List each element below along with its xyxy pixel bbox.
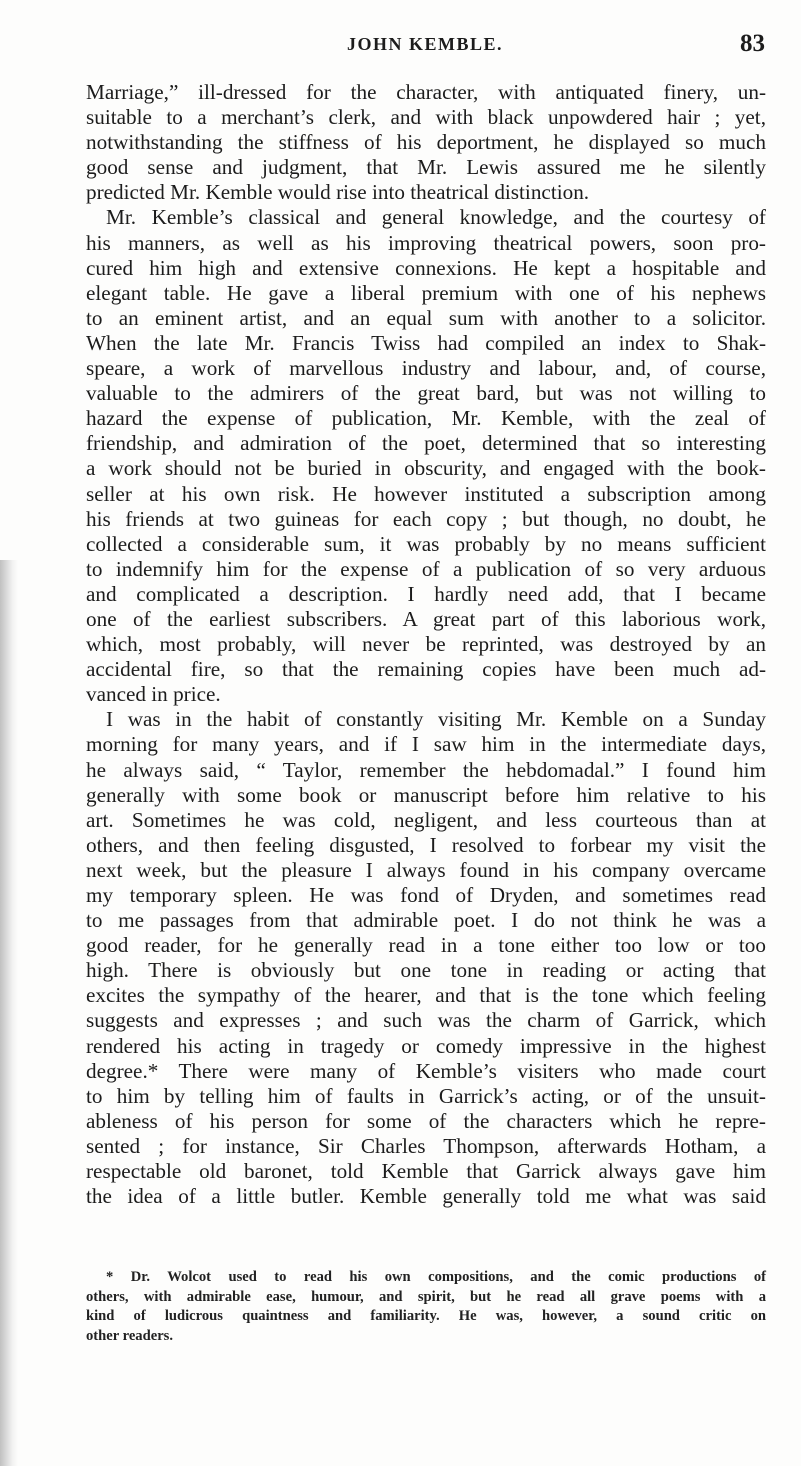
text-line: which, most probably, will never be reprinted, was destroyed by an bbox=[86, 632, 766, 657]
page-number: 83 bbox=[740, 30, 765, 57]
text-line: I was in the habit of constantly visiting Mr. Kemble on a Sunday bbox=[106, 707, 766, 732]
text-line: friendship, and admiration of the poet, determined that so interesting bbox=[86, 431, 766, 456]
text-line: vanced in price. bbox=[86, 682, 221, 707]
footnote-line: other readers. bbox=[86, 1327, 173, 1344]
text-line: others, and then feeling disgusted, I resolved to forbear my visit the bbox=[86, 832, 766, 857]
text-line: high. There is obviously but one tone in reading or acting that bbox=[86, 958, 766, 983]
text-line: his manners, as well as his improving theatrical powers, soon pro- bbox=[86, 230, 766, 255]
text-line: predicted Mr. Kemble would rise into theatrical distinction. bbox=[86, 180, 590, 205]
footnote-line: * Dr. Wolcot used to read his own compositions, and the comic productions of bbox=[106, 1269, 766, 1285]
text-line: rendered his acting in tragedy or comedy impressive in the highest bbox=[86, 1033, 766, 1058]
text-line: seller at his own risk. He however instituted a subscription among bbox=[86, 481, 766, 506]
text-line: art. Sometimes he was cold, negligent, and less courteous than at bbox=[86, 807, 766, 832]
text-line: to him by telling him of faults in Garrick’s acting, or of the unsuit- bbox=[86, 1083, 766, 1108]
binding-shadow bbox=[0, 560, 18, 1466]
text-line: suggests and expresses ; and such was the charm of Garrick, which bbox=[86, 1008, 766, 1033]
text-line: the idea of a little butler. Kemble generally told me what was said bbox=[86, 1184, 766, 1209]
text-line: generally with some book or manuscript before him relative to his bbox=[86, 782, 766, 807]
text-line: a work should not be buried in obscurity, and engaged with the book- bbox=[86, 456, 766, 481]
text-line: ableness of his person for some of the characters which he repre- bbox=[86, 1108, 766, 1133]
running-header bbox=[85, 32, 765, 62]
text-line: he always said, “ Taylor, remember the hebdomadal.” I found him bbox=[86, 757, 766, 782]
body-text bbox=[86, 80, 766, 1209]
text-line: his friends at two guineas for each copy ; but though, no doubt, he bbox=[86, 506, 766, 531]
text-line: respectable old baronet, told Kemble that Garrick always gave him bbox=[86, 1159, 766, 1184]
text-line: speare, a work of marvellous industry and labour, and, of course, bbox=[86, 356, 766, 381]
footnote-line: kind of ludicrous quaintness and familiarity. He was, however, a sound critic on bbox=[86, 1308, 766, 1324]
text-line: my temporary spleen. He was fond of Dryden, and sometimes read bbox=[86, 883, 766, 907]
text-line: good sense and judgment, that Mr. Lewis assured me he silently bbox=[86, 155, 766, 180]
text-line: morning for many years, and if I saw him in the intermediate days, bbox=[86, 732, 766, 757]
text-line: Mr. Kemble’s classical and general knowledge, and the courtesy of bbox=[106, 205, 766, 230]
text-line: Marriage,” ill-dressed for the character, with antiquated finery, un- bbox=[86, 80, 766, 104]
text-line: good reader, for he generally read in a tone either too low or too bbox=[86, 933, 766, 958]
text-line: hazard the expense of publication, Mr. Kemble, with the zeal of bbox=[86, 406, 766, 431]
text-line: to indemnify him for the expense of a publication of so very arduous bbox=[86, 556, 766, 581]
text-line: to an eminent artist, and an equal sum with another to a solicitor. bbox=[86, 305, 766, 330]
footnote bbox=[86, 1268, 766, 1346]
text-line: next week, but the pleasure I always found in his company overcame bbox=[86, 857, 766, 882]
text-line: degree.* There were many of Kemble’s visiters who made court bbox=[86, 1058, 766, 1083]
text-line: excites the sympathy of the hearer, and that is the tone which feeling bbox=[86, 983, 766, 1008]
text-line: cured him high and extensive connexions. He kept a hospitable and bbox=[86, 255, 766, 280]
text-line: to me passages from that admirable poet. I do not think he was a bbox=[86, 908, 766, 933]
text-line: collected a considerable sum, it was probably by no means sufficient bbox=[86, 531, 766, 556]
footnote-line: others, with admirable ease, humour, and spirit, but he read all grave poems with a bbox=[86, 1288, 766, 1305]
text-line: and complicated a description. I hardly need add, that I became bbox=[86, 581, 766, 606]
text-line: elegant table. He gave a liberal premium with one of his nephews bbox=[86, 280, 766, 305]
running-title: JOHN KEMBLE. bbox=[346, 34, 503, 54]
text-line: When the late Mr. Francis Twiss had compiled an index to Shak- bbox=[86, 330, 766, 355]
text-line: suitable to a merchant’s clerk, and with black unpowdered hair ; yet, bbox=[86, 105, 766, 130]
text-line: one of the earliest subscribers. A great part of this laborious work, bbox=[86, 606, 766, 631]
text-line: accidental fire, so that the remaining copies have been much ad- bbox=[86, 657, 766, 682]
text-line: notwithstanding the stiffness of his deportment, he displayed so much bbox=[86, 130, 766, 155]
text-line: sented ; for instance, Sir Charles Thompson, afterwards Hotham, a bbox=[86, 1133, 766, 1158]
text-line: valuable to the admirers of the great bard, but was not willing to bbox=[86, 381, 766, 406]
